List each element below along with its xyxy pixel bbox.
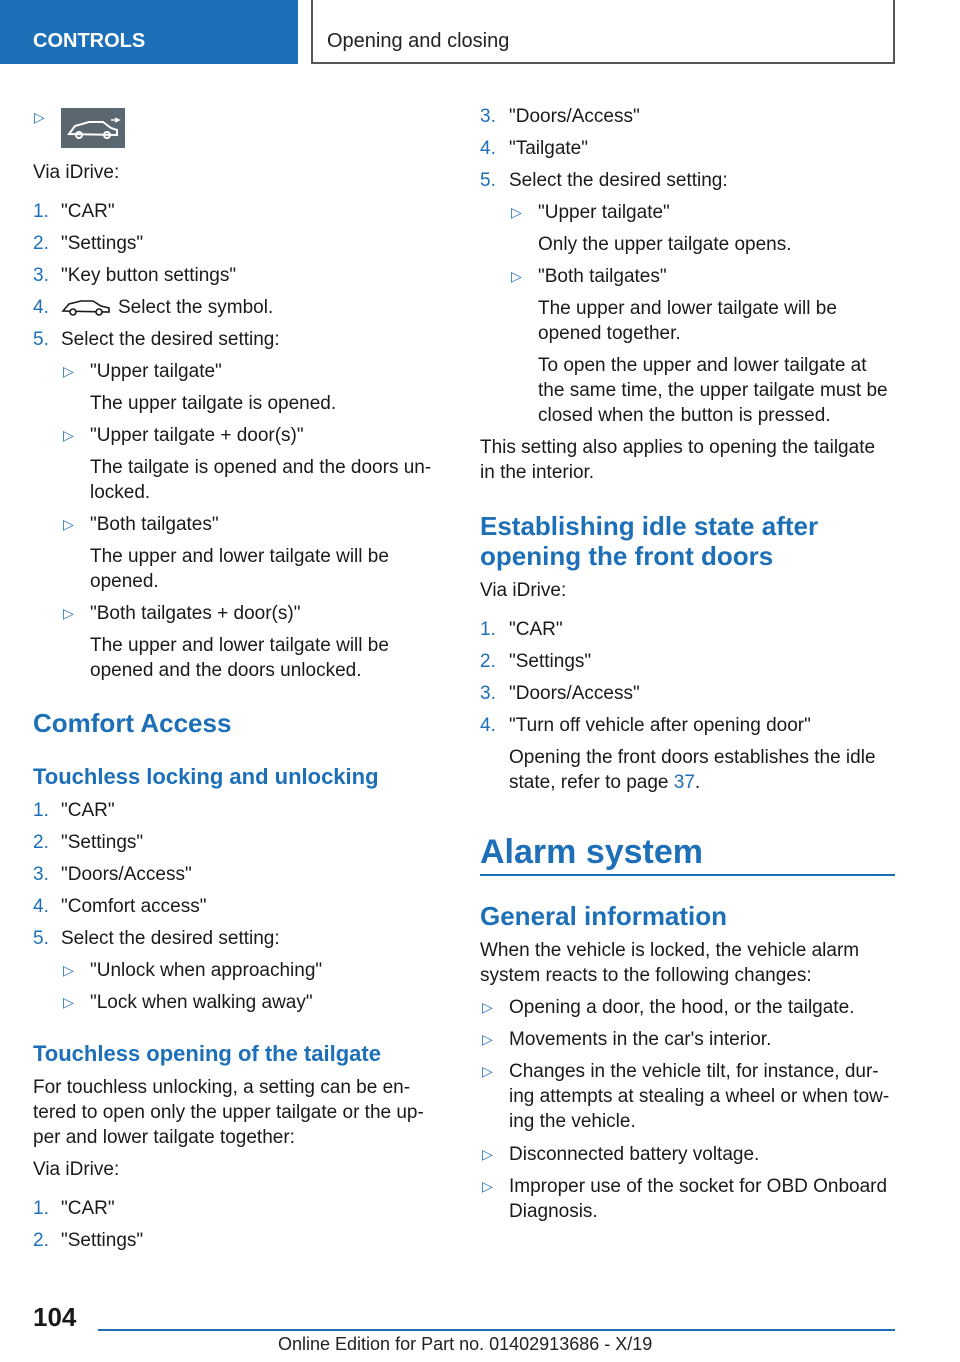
bullet-triangle-icon: ▷ [63, 994, 74, 1010]
page-number: 104 [33, 1302, 77, 1332]
option-description: locked. [90, 482, 151, 503]
touchless-tailgate-heading: Touchless opening of the tailgate [33, 1041, 381, 1066]
option-description: The tailgate is opened and the doors un- [90, 457, 432, 478]
bullet-triangle-icon: ▷ [63, 516, 74, 532]
step-text: "Turn off vehicle after opening door" [509, 715, 811, 736]
option-description: closed when the button is pressed. [538, 405, 831, 426]
step-number: 2. [33, 233, 49, 254]
step-text: Select the desired setting: [509, 170, 728, 191]
step-number: 3. [33, 265, 49, 286]
step-number: 5. [33, 329, 49, 350]
step-text: "CAR" [61, 1198, 115, 1219]
step-text: "Doors/Access" [61, 864, 192, 885]
ref-text: state, refer to page [509, 772, 669, 793]
option-text: "Upper tailgate" [90, 361, 222, 382]
step-text: "Key button settings" [61, 265, 237, 286]
change-item: Opening a door, the hood, or the tailgate. [509, 997, 855, 1018]
touchless-locking-heading: Touchless locking and unlocking [33, 764, 379, 789]
step-text: "CAR" [509, 619, 563, 640]
option-description: opened together. [538, 323, 681, 344]
paragraph-line: tered to open only the upper tailgate or the up- [33, 1102, 424, 1123]
option-description: To open the upper and lower tailgate at [538, 355, 867, 376]
bullet-triangle-icon: ▷ [63, 605, 74, 621]
change-item: Disconnected battery voltage. [509, 1144, 760, 1165]
paragraph-line: When the vehicle is locked, the vehicle alarm [480, 940, 860, 961]
step-text: "Comfort access" [61, 896, 207, 917]
car-outline-icon [61, 296, 111, 324]
bullet-triangle-icon: ▷ [511, 268, 522, 284]
option-text: "Upper tailgate + door(s)" [90, 425, 304, 446]
heading-rule [480, 874, 895, 876]
step-text: "Settings" [61, 1230, 144, 1251]
bullet-triangle-icon: ▷ [482, 1063, 493, 1079]
page-link[interactable]: 37 [673, 772, 695, 793]
chapter-title: Opening and closing [311, 0, 895, 64]
idle-state-heading-cont: opening the front doors [480, 541, 774, 571]
option-description: The upper tailgate is opened. [90, 393, 337, 414]
option-description: The upper and lower tailgate will be [90, 546, 389, 567]
paragraph-line: For touchless unlocking, a setting can be en- [33, 1077, 411, 1098]
change-item: Changes in the vehicle tilt, for instance, dur- [509, 1061, 879, 1082]
change-item: Movements in the car's interior. [509, 1029, 772, 1050]
option-text: "Lock when walking away" [90, 992, 313, 1013]
car-tailgate-icon [61, 108, 125, 148]
step-text: "CAR" [61, 201, 115, 222]
general-information-heading: General information [480, 901, 728, 931]
step-text: Select the desired setting: [61, 928, 280, 949]
bullet-triangle-icon: ▷ [63, 363, 74, 379]
change-item-cont: Diagnosis. [509, 1201, 598, 1222]
step-description-ref: state, refer to page 37. [509, 772, 701, 793]
step-text: Select the desired setting: [61, 329, 280, 350]
bullet-triangle-icon: ▷ [482, 999, 493, 1015]
step-text: "CAR" [61, 800, 115, 821]
bullet-triangle-icon: ▷ [482, 1031, 493, 1047]
bullet-triangle-icon: ▷ [511, 204, 522, 220]
option-text: "Unlock when approaching" [90, 960, 323, 981]
bullet-triangle-icon: ▷ [63, 962, 74, 978]
paragraph-line: per and lower tailgate together: [33, 1127, 295, 1148]
option-text: "Upper tailgate" [538, 202, 670, 223]
step-number: 3. [480, 106, 496, 127]
via-idrive-label: Via iDrive: [33, 1159, 120, 1180]
option-text: "Both tailgates" [90, 514, 219, 535]
option-text: "Both tailgates + door(s)" [90, 603, 301, 624]
step-text: "Doors/Access" [509, 683, 640, 704]
step-number: 1. [33, 201, 49, 222]
edition-note: Online Edition for Part no. 01402913686 - X/19 [278, 1334, 653, 1354]
option-description: the same time, the upper tailgate must be [538, 380, 888, 401]
section-tab: CONTROLS [0, 0, 298, 64]
bullet-triangle-icon: ▷ [482, 1178, 493, 1194]
option-description: The upper and lower tailgate will be [538, 298, 837, 319]
paragraph-line: This setting also applies to opening the tailgate [480, 437, 876, 458]
option-description: opened. [90, 571, 159, 592]
bullet-triangle-icon: ▷ [482, 1146, 493, 1162]
step-text: "Settings" [509, 651, 592, 672]
paragraph-line: system reacts to the following changes: [480, 965, 812, 986]
option-description: opened and the doors unlocked. [90, 660, 362, 681]
option-description: Only the upper tailgate opens. [538, 234, 792, 255]
step-text: "Doors/Access" [509, 106, 640, 127]
step-text: "Settings" [61, 233, 144, 254]
comfort-access-heading: Comfort Access [33, 708, 232, 738]
step-text: "Settings" [61, 832, 144, 853]
idle-state-heading: Establishing idle state after [480, 511, 819, 541]
via-idrive-label: Via iDrive: [33, 162, 120, 183]
step-text: Select the symbol. [118, 297, 274, 318]
paragraph-line: in the interior. [480, 462, 595, 483]
step-number: 4. [480, 138, 496, 159]
step-number: 4. [33, 297, 49, 318]
step-text: "Tailgate" [509, 138, 588, 159]
alarm-system-heading: Alarm system [480, 833, 704, 871]
change-item: Improper use of the socket for OBD Onboard [509, 1176, 888, 1197]
change-item-cont: ing attempts at stealing a wheel or when tow- [509, 1086, 890, 1107]
step-number: 5. [480, 170, 496, 191]
page-header [0, 0, 960, 66]
option-text: "Both tailgates" [538, 266, 667, 287]
bullet-triangle-icon: ▷ [34, 109, 45, 125]
via-idrive-label: Via iDrive: [480, 580, 567, 601]
option-description: The upper and lower tailgate will be [90, 635, 389, 656]
bullet-triangle-icon: ▷ [63, 427, 74, 443]
footer-rule [98, 1329, 895, 1331]
change-item-cont: ing the vehicle. [509, 1111, 636, 1132]
step-description: Opening the front doors establishes the idle [509, 747, 876, 768]
